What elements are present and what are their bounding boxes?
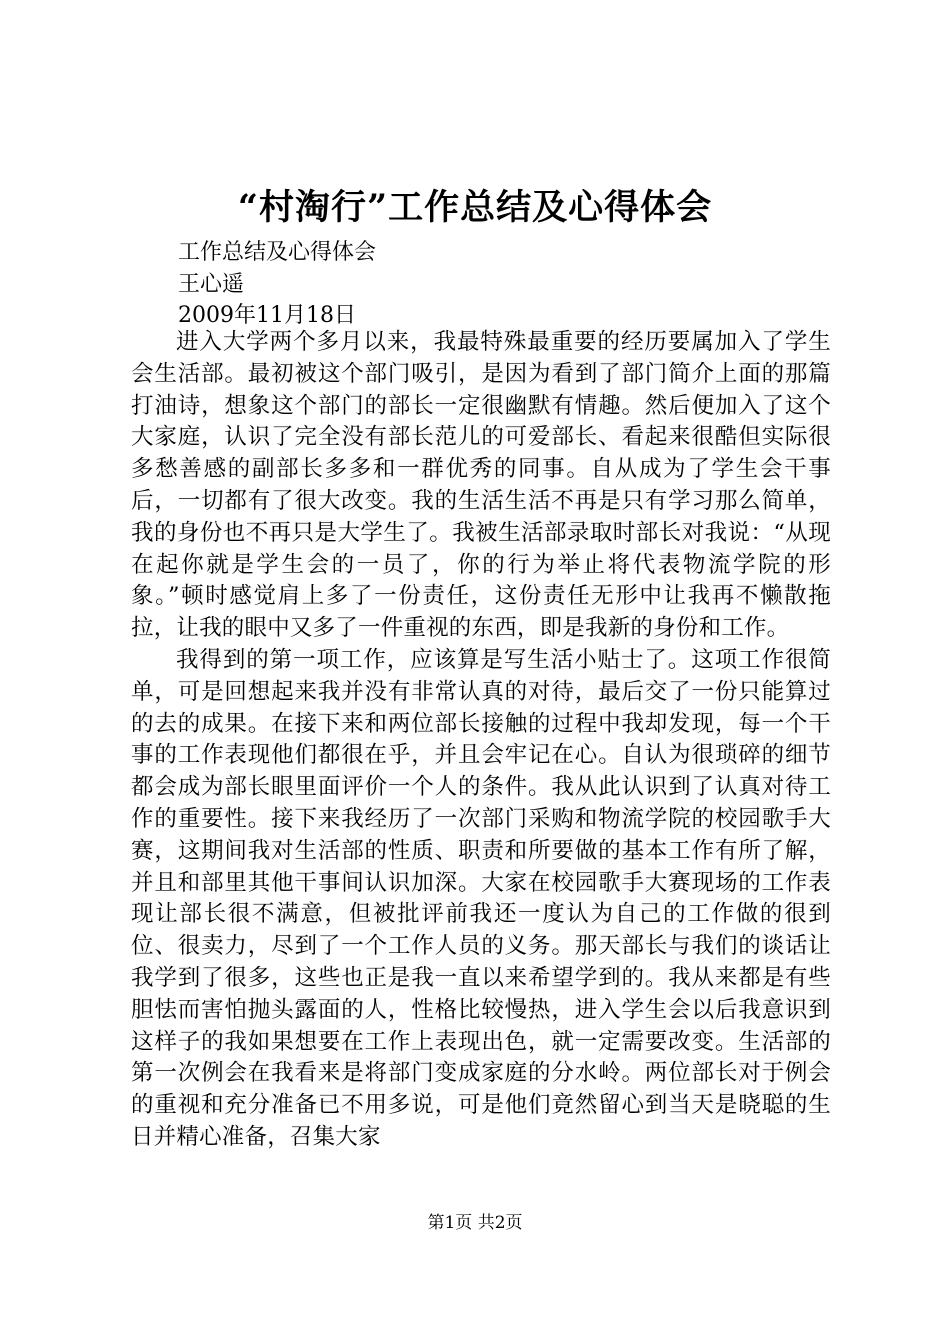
document-title: “村淘行”工作总结及心得体会	[237, 187, 713, 228]
page-number-footer: 第1页 共2页	[427, 1213, 523, 1233]
document-subtitle: 工作总结及心得体会	[178, 240, 377, 265]
document-body	[131, 327, 831, 1154]
document-date: 2009年11月18日	[178, 303, 356, 328]
body-paragraph-1: 进入大学两个多月以来，我最特殊最重要的经历要属加入了学生会生活部。最初被这个部门吸引，是因为看到了部门简介上面的那篇打油诗，想象这个部门的部长一定很幽默有情趣。然后便加入了这个大家庭，认识了完全没有部长范儿的可爱部长、看起来很酷但实际很多愁善感的副部长多多和一群优秀的同事。自从成为了学生会干事后，一切都有了很大改变。我的生活生活不再是只有学习那么简单，我的身份也不再只是大学生了。我被生活部录取时部长对我说：“从现在起你就是学生会的一员了，你的行为举止将代表物流学院的形象。”顿时感觉肩上多了一份责任，这份责任无形中让我再不懒散拖拉，让我的眼中又多了一件重视的东西，即是我新的身份和工作。	[131, 329, 831, 642]
document-author: 王心遥	[178, 272, 245, 297]
body-paragraph-2: 我得到的第一项工作，应该算是写生活小贴士了。这项工作很简单，可是回想起来我并没有非常认真的对待，最后交了一份只能算过的去的成果。在接下来和两位部长接触的过程中我却发现，每一个干事的工作表现他们都很在乎，并且会牢记在心。自认为很琐碎的细节都会成为部长眼里面评价一个人的条件。我从此认识到了认真对待工作的重要性。接下来我经历了一次部门采购和物流学院的校园歌手大赛，这期间我对生活部的性质、职责和所要做的基本工作有所了解，并且和部里其他干事间认识加深。大家在校园歌手大赛现场的工作表现让部长很不满意，但被批评前我还一度认为自己的工作做的很到位、很卖力，尽到了一个工作人员的义务。那天部长与我们的谈话让我学到了很多，这些也正是我一直以来希望学到的。我从来都是有些胆怯而害怕抛头露面的人，性格比较慢热，进入学生会以后我意识到这样子的我如果想要在工作上表现出色，就一定需要改变。生活部的第一次例会在我看来是将部门变成家庭的分水岭。两位部长对于例会的重视和充分准备已不用多说，可是他们竟然留心到当天是晓聪的生日并精心准备，召集大家	[131, 646, 831, 1150]
